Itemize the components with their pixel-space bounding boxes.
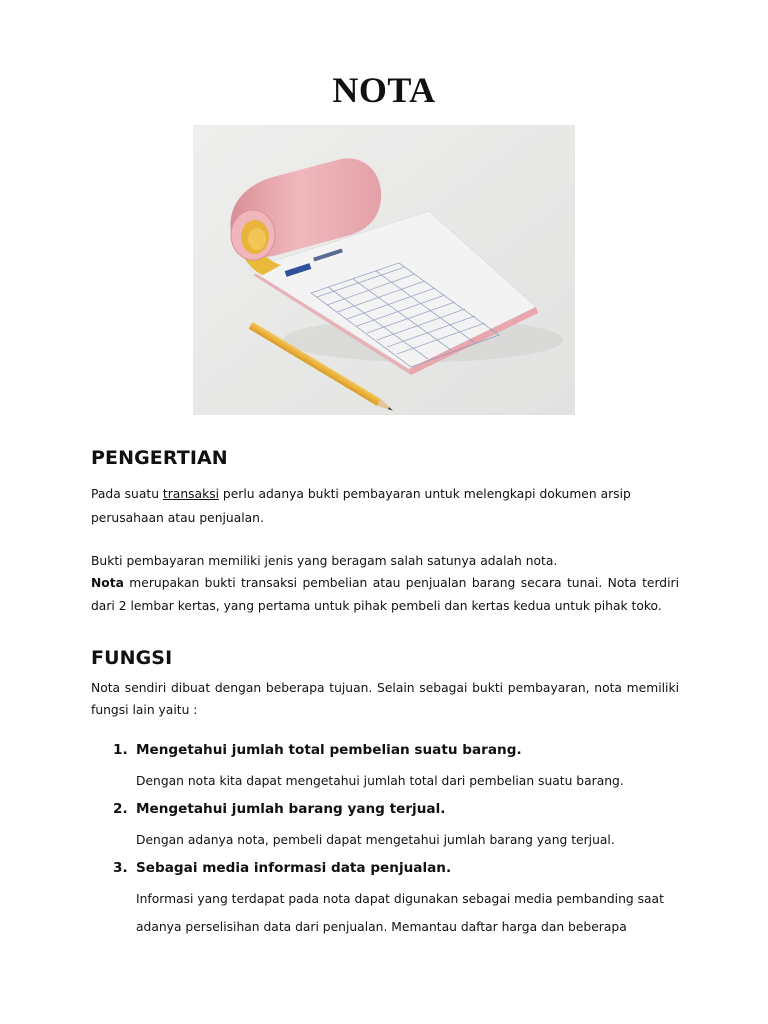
section-heading-fungsi: FUNGSI: [91, 647, 173, 669]
list-item-number: 1.: [113, 742, 128, 758]
section-heading-pengertian: PENGERTIAN: [91, 447, 228, 469]
list-item-title: Sebagai media informasi data penjualan.: [136, 860, 452, 876]
list-item-title: Mengetahui jumlah barang yang terjual.: [136, 801, 446, 817]
list-item-number: 2.: [113, 801, 128, 817]
nota-book-image: [193, 125, 575, 415]
list-item-number: 3.: [113, 860, 128, 876]
list-item-description: Dengan nota kita dapat mengetahui jumlah total dari pembelian suatu barang.: [136, 774, 624, 788]
nota-bold-term: Nota: [91, 576, 124, 590]
text-fragment: perusahaan atau penjualan.: [91, 511, 264, 525]
transaksi-link[interactable]: transaksi: [162, 487, 220, 501]
pengertian-paragraph-3: [91, 572, 679, 618]
list-item-description: Informasi yang terdapat pada nota dapat digunakan sebagai media pembanding saat: [136, 892, 664, 906]
list-item-title: Mengetahui jumlah total pembelian suatu barang.: [136, 742, 522, 758]
invoice-notebook-illustration: [193, 125, 575, 415]
pengertian-paragraph-1: [91, 482, 679, 530]
fungsi-intro: Nota sendiri dibuat dengan beberapa tujuan. Selain sebagai bukti pembayaran, nota memiliki fungsi lain yaitu :: [91, 681, 679, 717]
text-fragment: merupakan bukti transaksi pembelian atau penjualan barang secara tunai. Nota terdiri dari 2 lembar kertas, yang pertama untuk pihak pembeli dan kertas kedua untuk pihak toko.: [91, 576, 679, 613]
pengertian-paragraph-2: Bukti pembayaran memiliki jenis yang beragam salah satunya adalah nota.: [91, 554, 558, 568]
list-item-description-continued: adanya perselisihan data dari penjualan. Memantau daftar harga dan beberapa: [136, 920, 627, 934]
text-fragment: perlu adanya bukti pembayaran untuk melengkapi dokumen arsip: [219, 487, 631, 501]
page-title: NOTA: [332, 70, 436, 110]
list-item-description: Dengan adanya nota, pembeli dapat mengetahui jumlah barang yang terjual.: [136, 833, 615, 847]
text-fragment: Pada suatu: [91, 487, 163, 501]
